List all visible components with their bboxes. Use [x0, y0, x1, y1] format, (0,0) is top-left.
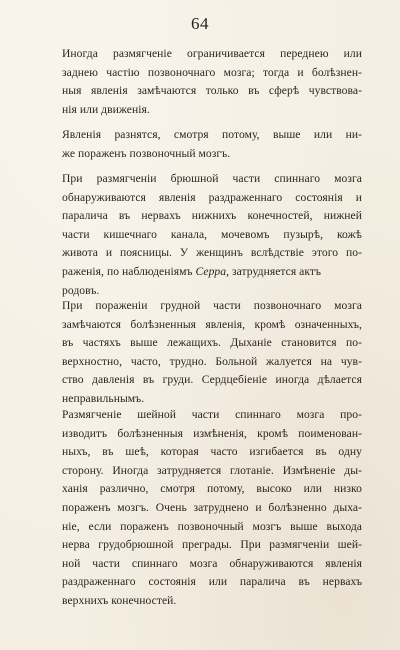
page-number: 64 [191, 14, 209, 33]
text-line: пораженъ мозгъ. Очень затруднено и болѣзненно дыха- [62, 500, 362, 514]
paragraph-2 [62, 126, 362, 163]
text-line: ство давленія въ груди. Сердцебіеніе иногда дѣлается [62, 373, 362, 387]
text-line: При размягченіи брюшной части спиннаго мозга [62, 172, 362, 185]
text-line: родовъ. [62, 283, 100, 297]
text-line: паралича въ нервахъ нижнихъ конечностей, нижней [62, 209, 362, 223]
text-line-with-author [62, 263, 362, 282]
text-line: обнаруживаются явленія раздраженнаго состоянія и [62, 190, 362, 204]
text-line: живота и поясницы. У женщинъ вслѣдствіе этого по- [62, 246, 362, 260]
paragraph-4 [62, 297, 362, 409]
text-fragment: затрудняется актъ [229, 264, 322, 278]
text-line: верхностно, часто, трудно. Больной жалуется на чув- [62, 354, 362, 368]
text-line: При пораженіи грудной части позвоночнаго мозга [62, 299, 362, 312]
text-line: же пораженъ позвоночный мозгъ. [62, 146, 231, 160]
text-line: нія или движенія. [62, 102, 150, 116]
text-line: сторону. Иногда затрудняется глотаніе. Измѣненіе ды- [62, 463, 362, 477]
text-line: заднею частію позвоночнаго мозга; тогда и болѣзнен- [62, 65, 362, 79]
text-line: Размягченіе шейной части спиннаго мозга про- [62, 408, 362, 421]
paragraph-1 [62, 45, 362, 119]
text-line: части кишечнаго канала, мочевомъ пузырѣ, кожѣ [62, 227, 362, 241]
text-line: ханія различно, смотря потому, высоко или низко [62, 482, 362, 496]
text-fragment: раженія, по наблюденіямъ [62, 264, 196, 278]
paragraph-5 [62, 406, 362, 611]
text-line: Иногда размягченіе ограничивается переднею или [62, 47, 362, 60]
author-name: Серра, [195, 264, 230, 278]
text-line: ныхъ, въ шеѣ, которая часто изгибается въ одну [62, 445, 362, 459]
text-line: замѣчаются болѣзненныя явленія, кромѣ означенныхъ, [62, 317, 362, 331]
text-line: въ частяхъ выше лежащихъ. Дыханіе становится по- [62, 336, 362, 350]
text-line: Явленія разнятся, смотря потому, выше или ни- [62, 128, 362, 141]
text-line: ныя явленія замѣчаются только въ сферѣ чувствова- [62, 84, 362, 98]
text-line: нерва грудобрюшной преграды. При размягченіи шей- [62, 538, 362, 552]
text-line: ніе, если пораженъ позвоночный мозгъ выше выхода [62, 519, 362, 533]
text-line: изводитъ болѣзненныя измѣненія, кромѣ поименован- [62, 426, 362, 440]
paragraph-3 [62, 170, 362, 300]
text-line: раздраженнаго состоянія или паралича въ нервахъ [62, 575, 362, 589]
text-line: неправильнымъ. [62, 391, 145, 405]
text-line: ной части спиннаго мозга обнаруживаются явленія [62, 556, 362, 570]
text-line: верхнихъ конечностей. [62, 593, 177, 607]
